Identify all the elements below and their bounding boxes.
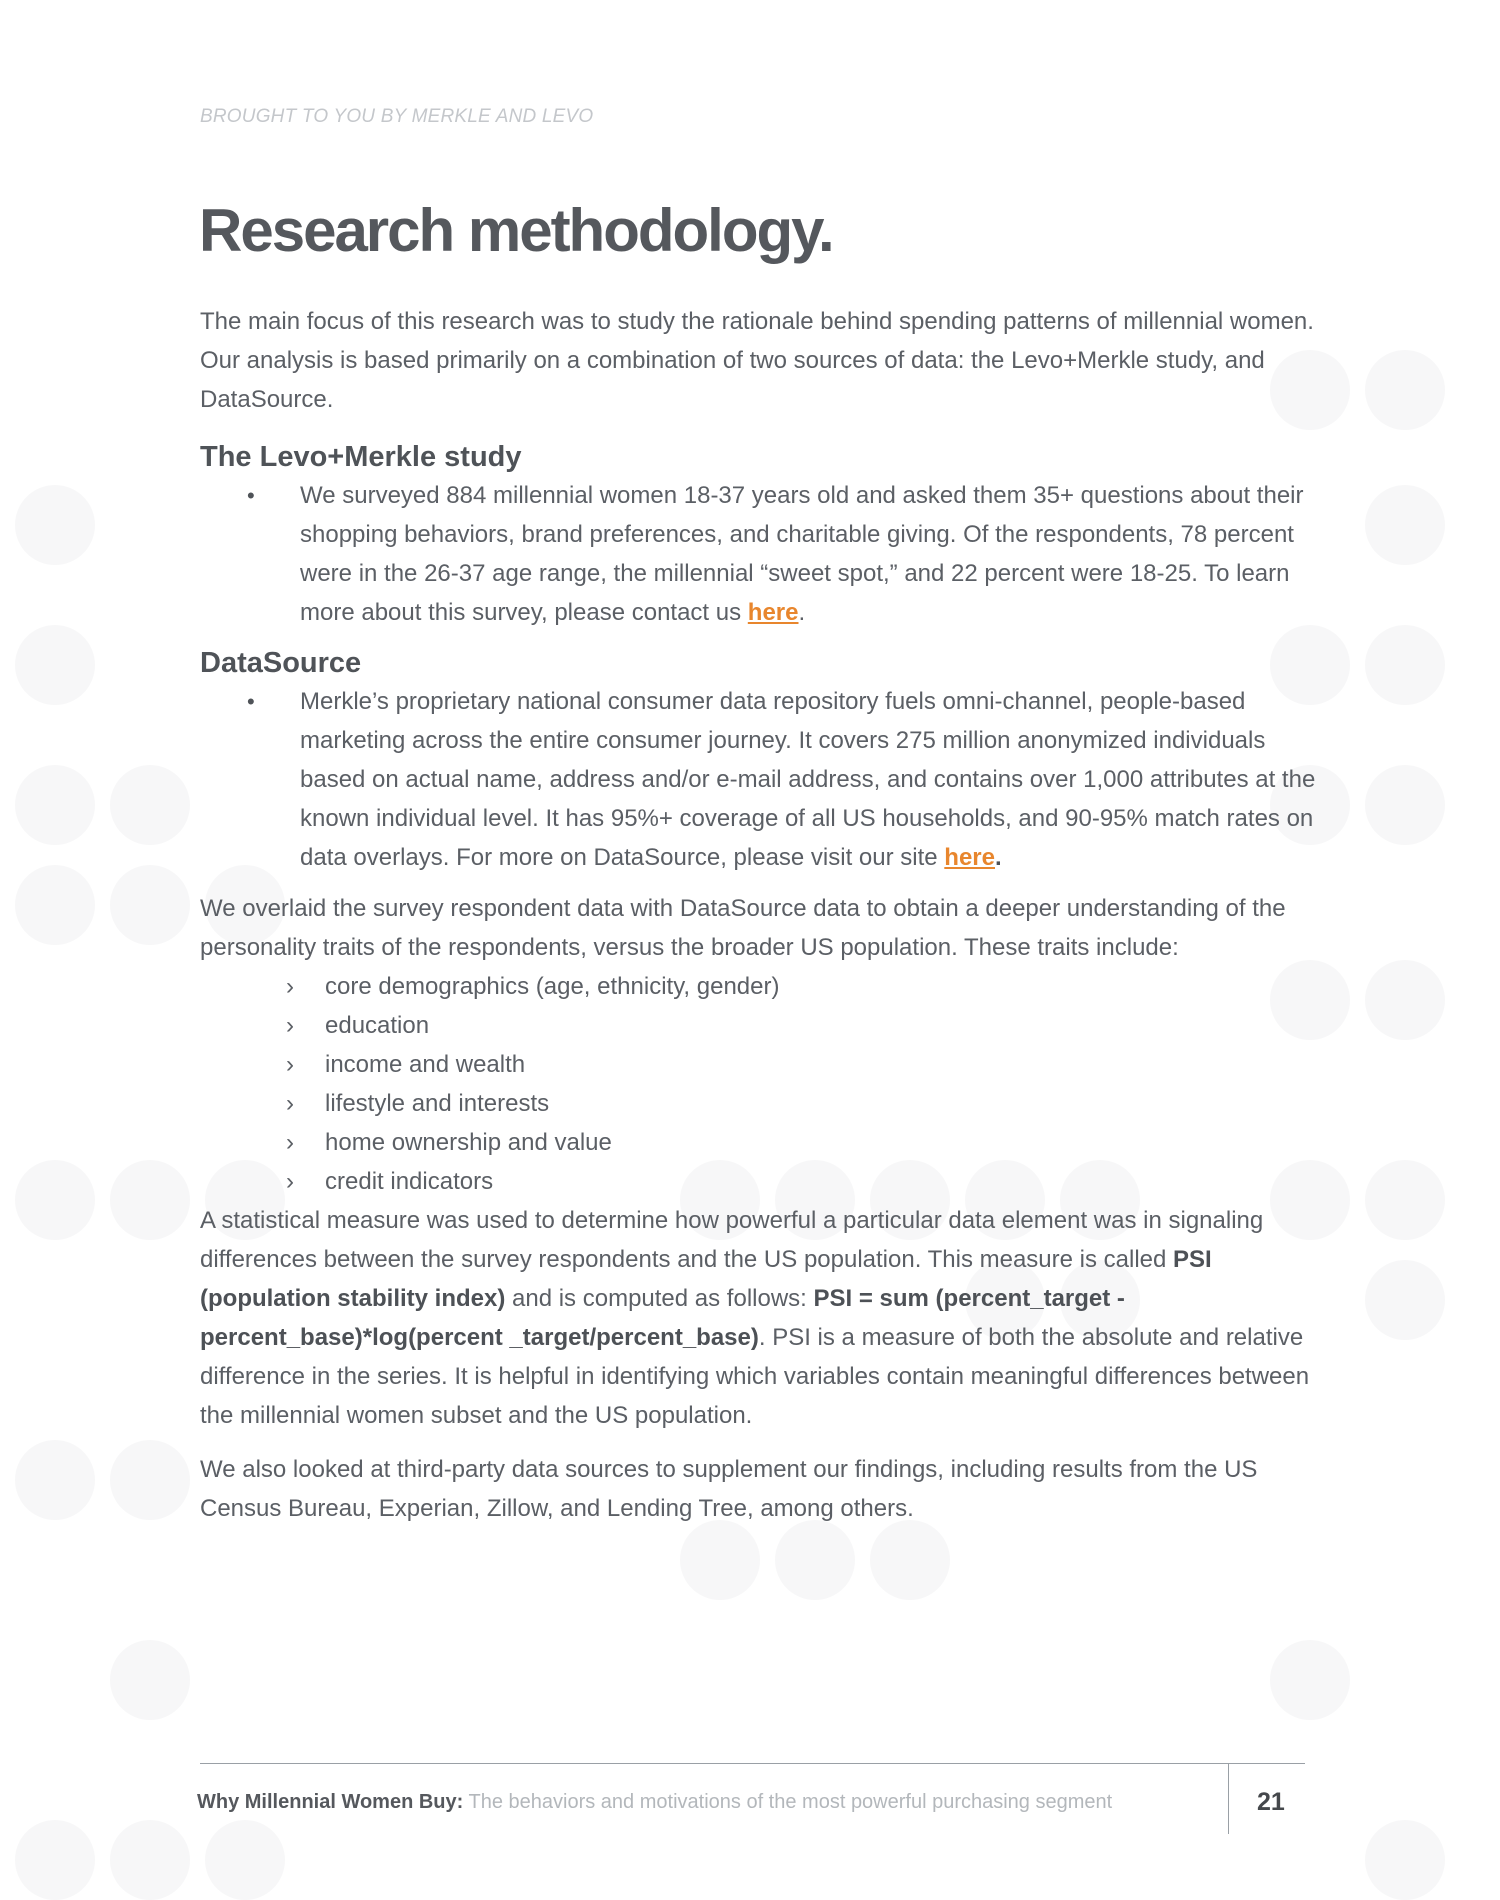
psi-paragraph: A statistical measure was used to determine how powerful a particular data element was in signaling differences between the survey respondents and the US population. This measure is called PSI (population stability index) and is computed as follows: PSI = sum (percent_target - percent_base)*log(percent _target/percent_base). PSI is a measure of both the absolute and relative difference in the series. It is helpful in identifying which variables contain meaningful differences between the millennial women subset and the US population. [200, 1207, 1310, 1429]
footer-rule [200, 1763, 1305, 1764]
datasource-heading: DataSource [200, 647, 362, 679]
chevron-right-icon: › [286, 1168, 294, 1195]
chevron-right-icon: › [286, 1051, 294, 1078]
intro-paragraph: The main focus of this research was to study the rationale behind spending patterns of millennial women. Our analysis is based primarily on a combination of two sources of data: the Levo+Merkle study, and DataSource. [200, 308, 1314, 413]
page-number: 21 [1257, 1788, 1285, 1816]
levo-contact-link[interactable]: here [747, 599, 799, 626]
traits-list [200, 967, 1320, 1201]
psi-formula: PSI = sum (percent_target - percent_base)*log(percent _target/percent_base) [200, 1285, 1125, 1351]
bullet-icon: • [247, 689, 255, 714]
datasource-text: Merkle’s proprietary national consumer data repository fuels omni-channel, people-based marketing across the entire consumer journey. It covers 275 million anonymized individuals based on actual name, address and/or e-mail address, and contains over 1,000 attributes at the known individual level. It has 95%+ coverage of all US households, and 90-95% match rates on data overlays. For more on DataSource, please visit our site [300, 688, 1316, 871]
levo-merkle-heading: The Levo+Merkle study [200, 441, 522, 473]
footer-title: Why Millennial Women Buy: [197, 1791, 464, 1813]
main-content [200, 302, 1320, 1528]
brand-header: BROUGHT TO YOU BY MERKLE AND LEVO [200, 106, 594, 127]
list-item: › income and wealth [200, 1045, 1320, 1084]
overlay-paragraph: We overlaid the survey respondent data with DataSource data to obtain a deeper understanding of the personality traits of the respondents, versus the broader US population. These traits include: [200, 895, 1286, 961]
chevron-right-icon: › [286, 1129, 294, 1156]
list-item: › lifestyle and interests [200, 1084, 1320, 1123]
page-title: Research methodology. [199, 197, 833, 264]
chevron-right-icon: › [286, 1012, 294, 1039]
chevron-right-icon: › [286, 973, 294, 1000]
footer-caption [197, 1791, 1112, 1814]
levo-trailing-period: . [798, 599, 806, 626]
levo-merkle-text: We surveyed 884 millennial women 18-37 years old and asked them 35+ questions about their shopping behaviors, brand preferences, and charitable giving. Of the respondents, 78 percent were in the 26-37 age range, the millennial “sweet spot,” and 22 percent were 18-25. To learn more about this survey, please contact us [300, 482, 1304, 626]
chevron-right-icon: › [286, 1090, 294, 1117]
list-item: › credit indicators [200, 1162, 1320, 1201]
levo-merkle-bullet [200, 476, 1320, 632]
datasource-site-link[interactable]: here [944, 844, 995, 871]
psi-term: PSI (population stability index) [200, 1246, 1212, 1312]
closing-paragraph: We also looked at third-party data sources to supplement our findings, including results from the US Census Bureau, Experian, Zillow, and Lending Tree, among others. [200, 1456, 1258, 1522]
datasource-trailing-period: . [995, 844, 1002, 871]
bullet-icon: • [247, 483, 255, 508]
footer-divider [1228, 1764, 1229, 1834]
list-item: › education [200, 1006, 1320, 1045]
list-item: › core demographics (age, ethnicity, gender) [200, 967, 1320, 1006]
footer-subtitle: The behaviors and motivations of the most powerful purchasing segment [468, 1791, 1113, 1813]
datasource-bullet [200, 682, 1320, 877]
list-item: › home ownership and value [200, 1123, 1320, 1162]
